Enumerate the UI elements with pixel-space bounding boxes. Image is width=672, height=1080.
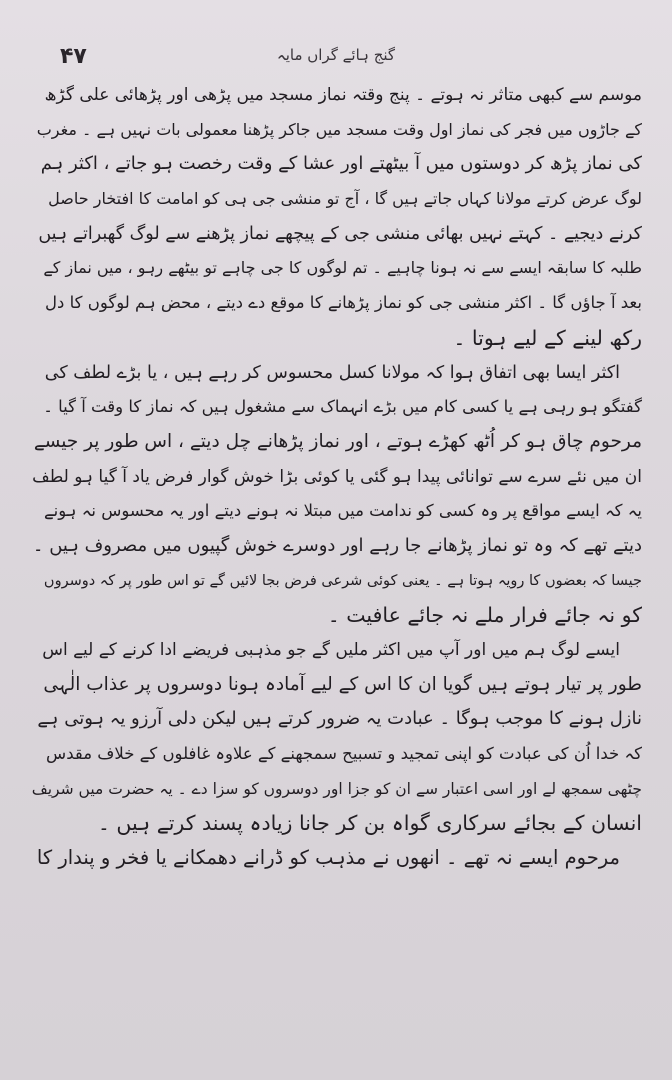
- text-line: چٹھی سمجھ لے اور اسی اعتبار سے ان کو جزا اور دوسروں کو سزا دے ۔ یہ حضرت میں شریف: [32, 779, 642, 798]
- page-number: ۴۷: [60, 44, 87, 69]
- text-line: انسان کے بجائے سرکاری گواہ بن کر جانا زیادہ پسند کرتے ہیں ۔: [97, 811, 642, 836]
- text-line: کہ خدا اُن کی عبادت کو اپنی تمجید و تسبیح سمجھنے کے علاوہ غافلوں کے خلاف مقدس: [46, 744, 642, 764]
- text-line: بعد آ جاؤں گا ۔ اکثر منشی جی کو نماز پڑھانے کا موقع دے دیتے ، محض ہم لوگوں کا دل: [45, 293, 642, 313]
- text-line: مرحوم چاق ہو کر اُٹھ کھڑے ہوتے ، اور نماز پڑھانے چل دیتے ، اس طور پر جیسے: [33, 430, 642, 452]
- text-line: لوگ عرض کرتے مولانا کہاں جاتے ہیں گا ، آج تو منشی جی ہی کو امامت کا افتخار حاصل: [48, 189, 642, 209]
- text-line: موسم سے کبھی متاثر نہ ہوتے ۔ پنج وقتہ نماز مسجد میں پڑھی اور پڑھائی علی گڑھ: [44, 85, 642, 105]
- text-line: کے جاڑوں میں فجر کی نماز اول وقت مسجد میں جاکر پڑھنا معمولی بات نہیں ہے ۔ مغرب: [36, 119, 642, 139]
- text-line: کرنے دیجیے ۔ کہتے نہیں بھائی منشی جی کے پیچھے نماز پڑھنے سے لوگ گھبراتے ہیں: [38, 223, 642, 244]
- text-line: کی نماز پڑھ کر دوستوں میں آ بیٹھتے اور عشا کے وقت رخصت ہو جاتے ، اکثر ہم: [40, 153, 642, 175]
- text-line: اکثر ایسا بھی اتفاق ہوا کہ مولانا کسل محسوس کر رہے ہیں ، یا بڑے لطف کی: [44, 362, 620, 383]
- text-line: نازل ہونے کا موجب ہوگا ۔ عبادت یہ ضرور کرتے ہیں لیکن دلی آرزو یہ ہوتی ہے: [37, 708, 642, 730]
- page-header: [60, 44, 612, 74]
- body-text: [32, 78, 642, 876]
- running-title: گنج ہائے گراں مایہ: [276, 46, 396, 64]
- text-line: مرحوم ایسے نہ تھے ۔ انھوں نے مذہب کو ڈرانے دھمکانے یا فخر و پندار کا: [36, 846, 620, 870]
- text-line: ایسے لوگ ہم میں اور آپ میں اکثر ملیں گے جو مذہبی فریضے ادا کرنے کے لیے اس: [42, 640, 620, 660]
- text-line: ان میں نئے سرے سے توانائی پیدا ہو گئی یا کوئی بڑا خوش گوار فرض یاد آ گیا ہو لطف: [32, 466, 642, 487]
- text-line: طلبہ کا سابقہ ایسے سے نہ ہونا چاہیے ۔ تم لوگوں کا جی چاہے تو بیٹھے رہو ، میں نماز کے: [43, 258, 642, 278]
- text-line: جیسا کہ بعضوں کا رویہ ہوتا ہے ۔ یعنی کوئی شرعی فرض بجا لائیں گے تو اس طور پر کہ دوسروں: [43, 572, 642, 589]
- text-line: طور پر تیار ہوتے ہیں گویا ان کا اس کے لیے آمادہ ہونا دوسروں پر عذاب الٰہی: [43, 673, 642, 695]
- text-line: گفتگو ہو رہی ہے یا کسی کام میں بڑے انہماک سے مشغول ہیں کہ نماز کا وقت آ گیا ۔: [43, 397, 642, 417]
- text-line: یہ کہ ایسے مواقع پر وہ کسی کو ندامت میں مبتلا نہ ہونے دیتے اور یہ محسوس نہ ہونے: [44, 501, 642, 521]
- text-line: رکھ لینے کے لیے ہوتا ۔: [453, 325, 642, 350]
- text-line: کو نہ جائے فرار ملے نہ جائے عافیت ۔: [327, 603, 642, 628]
- text-line: دیتے تھے کہ وہ تو نماز پڑھانے جا رہے اور دوسرے خوش گپیوں میں مصروف ہیں ۔: [32, 534, 642, 556]
